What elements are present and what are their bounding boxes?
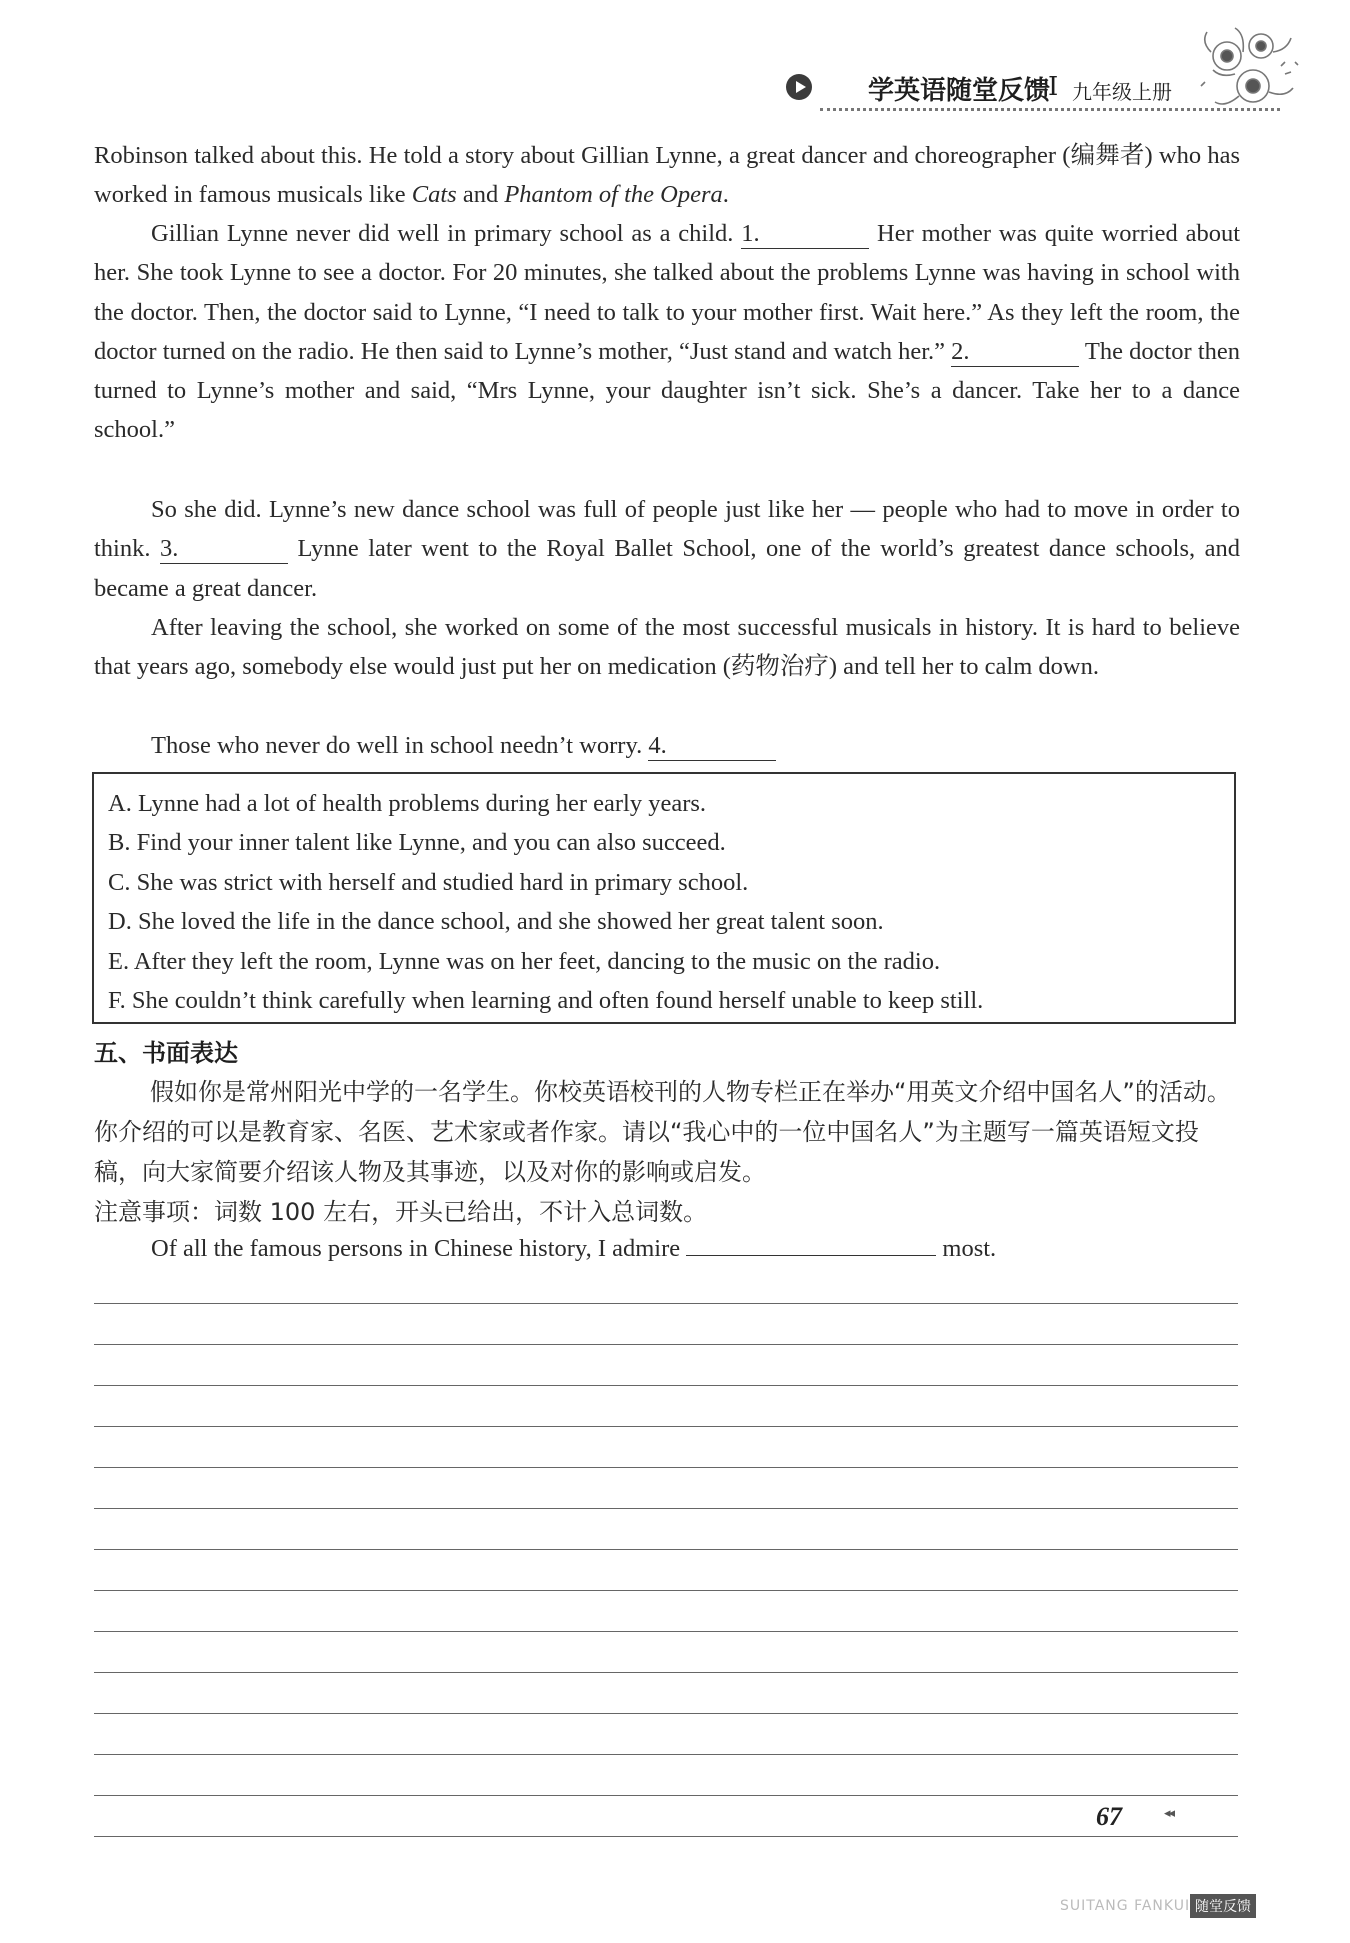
section-title-writing: 五、书面表达 [94,1039,238,1067]
back-arrows-icon: ◂◂ [1164,1806,1174,1821]
footer-badge: 随堂反馈 [1190,1894,1256,1918]
admire-blank[interactable] [686,1233,936,1256]
option-a: A. Lynne had a lot of health problems during her early years. [108,790,707,817]
writing-line[interactable] [94,1836,1238,1837]
writing-line[interactable] [94,1344,1238,1345]
flower-decoration-icon [1195,22,1305,122]
book-title: 学英语随堂反馈 [868,76,1051,106]
writing-line[interactable] [94,1795,1238,1796]
writing-line[interactable] [94,1385,1238,1386]
answer-blank-1[interactable]: 1. [741,220,869,249]
writing-opening-sentence: Of all the famous persons in Chinese history, I admire most. [151,1235,997,1262]
writing-instruction: 假如你是常州阳光中学的一名学生。你校英语校刊的人物专栏正在举办“用英文介绍中国名人”的活动。你介绍的可以是教育家、名医、艺术家或者作家。请以“我心中的一位中国名人”为主题写一篇英语短文投稿，向大家简要介绍该人物及其事迹，以及对你的影响或启发。 [94,1078,1231,1186]
title-separator: I [1048,72,1059,102]
writing-line[interactable] [94,1467,1238,1468]
option-d: D. She loved the life in the dance school, and she showed her great talent soon. [108,908,884,936]
option-c: C. She was strict with herself and studied hard in primary school. [108,868,749,896]
answer-blank-4[interactable]: 4. [648,732,776,761]
answer-blank-3[interactable]: 3. [160,535,288,564]
writing-line[interactable] [94,1754,1238,1755]
writing-line[interactable] [94,1713,1238,1714]
option-b: B. Find your inner talent like Lynne, and you can also succeed. [108,829,726,857]
writing-line[interactable] [94,1426,1238,1427]
page-number: 67 [1096,1802,1122,1831]
writing-line[interactable] [94,1672,1238,1673]
passage-paragraph-0: Robinson talked about this. He told a story about Gillian Lynne, a great dancer and choreographer (编舞者) who has worked in famous musicals like Cats and Phantom of the Opera. [94,142,1240,209]
passage-paragraph-3: After leaving the school, she worked on some of the most successful musicals in history. It is hard to believe that years ago, somebody else would just put her on medication (药物治疗) and tell her to calm down. [94,614,1240,681]
play-icon [786,74,812,100]
passage-paragraph-1: Gillian Lynne never did well in primary school as a child. 1. Her mother was quite worried about her. She took Lynne to see a doctor. For 20 minutes, she talked about the problems Lynne was having in school with the doctor. Then, the doctor said to Lynne, “I need to talk to your mother first. Wait here.” As they left the room, the doctor turned on the radio. He then said to Lynne’s mother, “Just stand and watch her.” 2. The doctor then turned to Lynne’s mother and said, “Mrs Lynne, your daughter isn’t sick. She’s a dancer. Take her to a dance school.” [94,220,1240,444]
passage-paragraph-2: So she did. Lynne’s new dance school was full of people just like her — people who had to move in order to think. 3. Lynne later went to the Royal Ballet School, one of the world’s greatest dance schools, and became a great dancer. [94,496,1240,602]
writing-line[interactable] [94,1303,1238,1304]
answer-blank-2[interactable]: 2. [951,338,1079,367]
writing-line[interactable] [94,1549,1238,1550]
writing-line[interactable] [94,1508,1238,1509]
option-f: F. She couldn’t think carefully when learning and often found herself unable to keep still. [108,987,984,1015]
writing-line[interactable] [94,1631,1238,1632]
grade-label: 九年级上册 [1072,80,1172,104]
footer-series-name: SUITANG FANKUI [1060,1898,1191,1914]
passage-paragraph-4: Those who never do well in school needn’t worry. 4. [94,726,1240,765]
writing-notes: 注意事项：词数 100 左右，开头已给出，不计入总词数。 [94,1198,708,1226]
option-e: E. After they left the room, Lynne was on her feet, dancing to the music on the radio. [108,947,941,975]
options-box [92,772,1236,1024]
writing-line[interactable] [94,1590,1238,1591]
